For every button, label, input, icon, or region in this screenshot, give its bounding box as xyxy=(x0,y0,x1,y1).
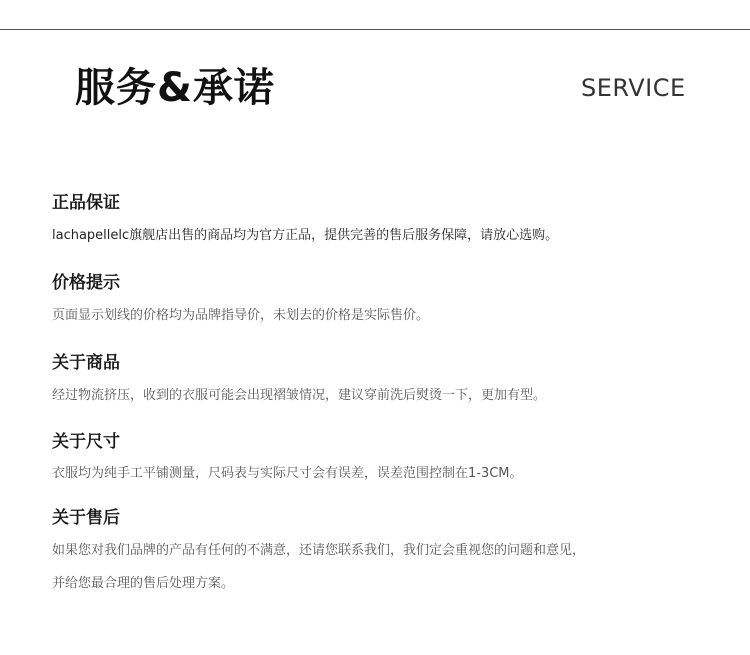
section-text-product: 经过物流挤压，收到的衣服可能会出现褶皱情况，建议穿前洗后熨烫一下，更加有型。 xyxy=(52,388,547,403)
top-divider xyxy=(0,29,750,30)
section-text-after-sales-line-2: 并给您最合理的售后处理方案。 xyxy=(52,576,235,591)
section-heading-product: 关于商品 xyxy=(52,353,120,373)
section-heading-authenticity: 正品保证 xyxy=(52,193,120,213)
page-title-english: SERVICE xyxy=(581,74,686,102)
section-text-after-sales-line-1: 如果您对我们品牌的产品有任何的不满意，还请您联系我们，我们定会重视您的问题和意见， xyxy=(52,543,586,558)
section-heading-price: 价格提示 xyxy=(52,273,120,293)
page-title: 服务&承诺 xyxy=(75,65,275,111)
section-text-price: 页面显示划线的价格均为品牌指导价，未划去的价格是实际售价。 xyxy=(52,308,430,323)
section-heading-size: 关于尺寸 xyxy=(52,432,120,452)
section-heading-after-sales: 关于售后 xyxy=(52,508,120,528)
section-text-authenticity: lachapellelc旗舰店出售的商品均为官方正品，提供完善的售后服务保障，请放心选购。 xyxy=(52,228,559,243)
section-text-size: 衣服均为纯手工平铺测量，尺码表与实际尺寸会有误差，误差范围控制在1-3CM。 xyxy=(52,466,523,481)
